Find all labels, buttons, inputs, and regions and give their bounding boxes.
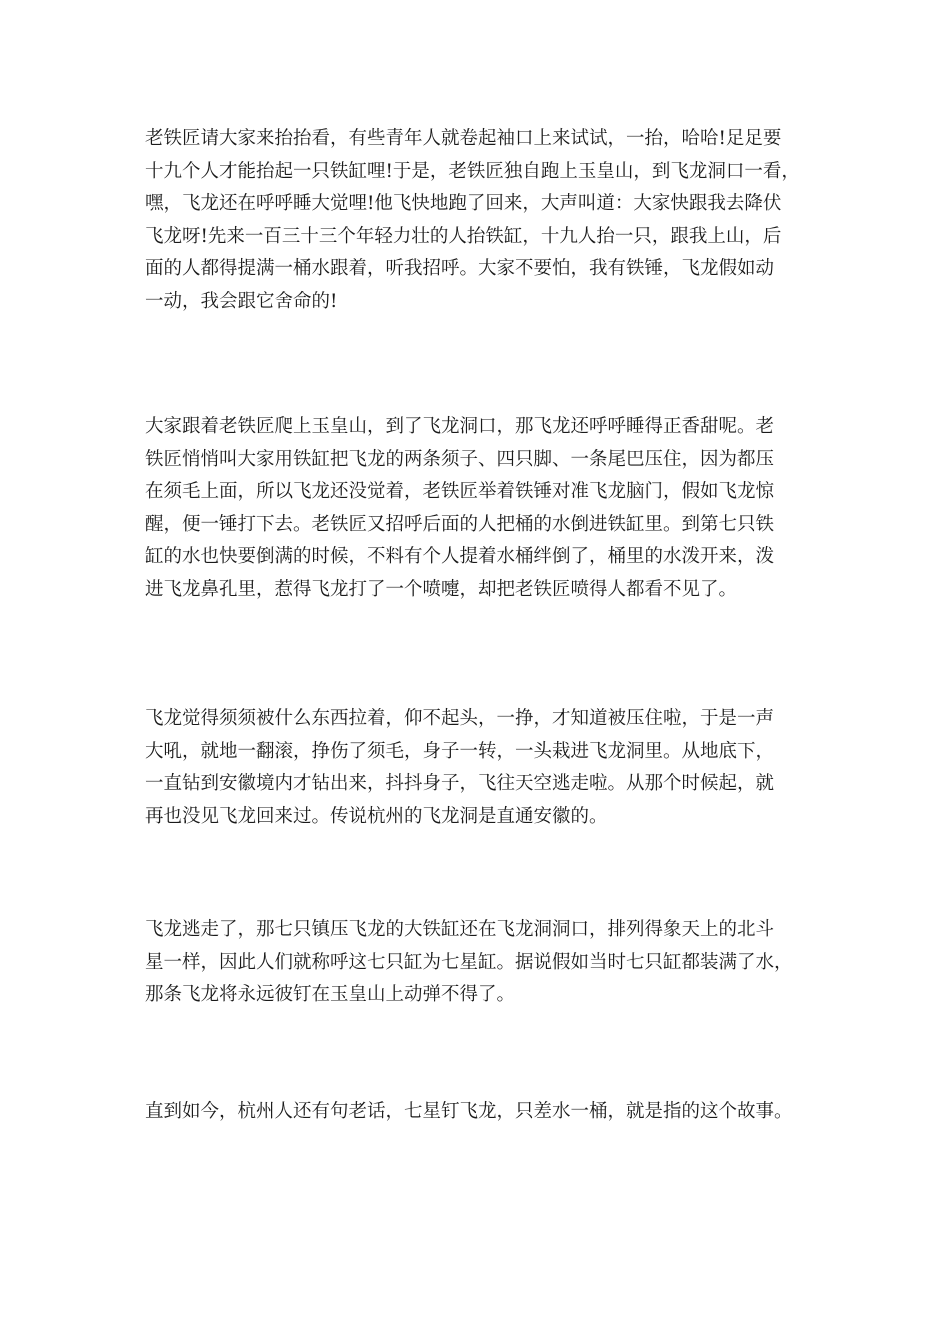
paragraph-2: 大家跟着老铁匠爬上玉皇山，到了飞龙洞口，那飞龙还呼呼睡得正香甜呢。老 铁匠悄悄叫大家用铁缸把飞龙的两条须子、四只脚、一条尾巴压住，因为都压 在须毛上面，所以飞龙还没觉着，老铁匠举着铁锤对准飞龙脑门，假如飞龙惊 醒，便一锤打下去。老铁匠又招呼后面的人把桶的水倒进铁缸里。到第七只铁 缸的水也快要倒满的时候，不料有个人提着水桶绊倒了，桶里的水泼开来，泼 进飞龙鼻孔里，惹得飞龙打了一个喷嚏，却把老铁匠喷得人都看不见了。 <box>145 416 775 600</box>
paragraph-4: 飞龙逃走了，那七只镇压飞龙的大铁缸还在飞龙洞洞口，排列得象天上的北斗 星一样，因此人们就称呼这七只缸为七星缸。据说假如当时七只缸都装满了水， 那条飞龙将永远彼钉在玉皇山上动弹不得了。 <box>145 919 793 1006</box>
paragraph-1: 老铁匠请大家来抬抬看，有些青年人就卷起袖口上来试试，一抬，哈哈!足足要 十九个人才能抬起一只铁缸哩!于是，老铁匠独自跑上玉皇山，到飞龙洞口一看， 嘿，飞龙还在呼呼睡大觉哩!他飞快地跑了回来，大声叫道：大家快跟我去降伏 飞龙呀!先来一百三十三个年轻力壮的人抬铁缸，十九人抬一只，跟我上山，后 面的人都得提满一桶水跟着，听我招呼。大家不要怕，我有铁锤，飞龙假如动 一动，我会跟它舍命的! <box>145 128 800 312</box>
paragraph-5: 直到如今，杭州人还有句老话，七星钉飞龙，只差水一桶，就是指的这个故事。 <box>145 1101 793 1122</box>
paragraph-3: 飞龙觉得须须被什么东西拉着，仰不起头，一挣，才知道被压住啦，于是一声 大吼，就地一翻滚，挣伤了须毛，身子一转，一头栽进飞龙洞里。从地底下， 一直钻到安徽境内才钻出来，抖抖身子，飞往天空逃走啦。从那个时候起，就 再也没见飞龙回来过。传说杭州的飞龙洞是直通安徽的。 <box>145 708 775 827</box>
